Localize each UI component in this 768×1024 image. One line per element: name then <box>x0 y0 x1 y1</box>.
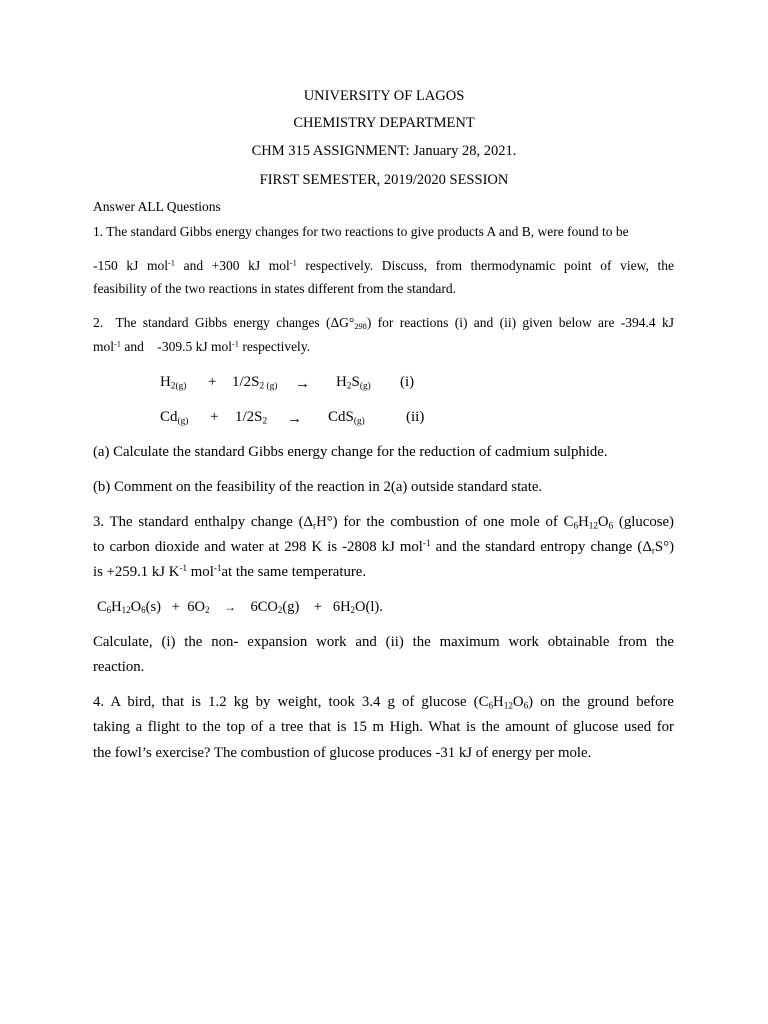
subscript: 2 <box>277 605 283 616</box>
formula: 6CO <box>250 599 278 615</box>
subscript: 2 <box>350 605 356 616</box>
q3-text: H°) for the combustion of one mole of C <box>316 514 574 530</box>
formula: S <box>351 374 360 390</box>
formula: H <box>336 374 347 390</box>
q4-text: 4. A bird, that is 1.2 kg by weight, took 3.4 g of glucose (C <box>93 694 489 710</box>
subscript: 6 <box>573 520 579 531</box>
formula: H <box>111 599 122 615</box>
reactant-2 <box>235 410 267 425</box>
q2-text: mol <box>93 339 115 354</box>
subscript: 6 <box>523 700 529 711</box>
subscript: r <box>651 545 655 556</box>
q2-text: ) for reactions (i) and (ii) given below are -394.4 kJ <box>366 315 674 330</box>
q3-text: is +259.1 kJ K <box>93 564 180 580</box>
subscript: 298 <box>354 322 367 332</box>
reactant-2 <box>232 375 277 390</box>
superscript: -1 <box>167 258 175 268</box>
question-number: 1. <box>93 224 104 239</box>
q3-text: and the standard entropy change (Δ <box>430 539 652 555</box>
product <box>336 375 371 390</box>
q2-text: respectively. <box>242 339 311 354</box>
department-title: CHEMISTRY DEPARTMENT <box>293 115 475 131</box>
q4-text: O <box>512 694 524 710</box>
question-3-equation <box>97 600 383 615</box>
q2-text: The standard Gibbs energy changes (ΔG° <box>115 315 355 330</box>
subscript: 6 <box>608 520 614 531</box>
q3-text: O <box>597 514 609 530</box>
question-2-part-b: (b) Comment on the feasibility of the reaction in 2(a) outside standard state. <box>93 479 543 495</box>
plus-sign: + <box>210 409 219 425</box>
reaction-label: (ii) <box>406 409 425 425</box>
reaction-label: (i) <box>400 374 415 390</box>
assignment-title: CHM 315 ASSIGNMENT: January 28, 2021. <box>251 143 517 159</box>
superscript: -1 <box>114 339 121 349</box>
question-3-calc-line-2: reaction. <box>93 659 145 675</box>
q1-value-1: -150 kJ mol <box>93 258 168 273</box>
formula: O <box>130 599 142 615</box>
question-3-calc-line-1: Calculate, (i) the non- expansion work and (ii) the maximum work obtainable from the <box>93 634 674 650</box>
question-number: 2. <box>93 315 104 330</box>
superscript: -1 <box>179 562 188 573</box>
q2-text: and <box>124 339 144 354</box>
question-4-line-3: the fowl’s exercise? The combustion of glucose produces -31 kJ of energy per mole. <box>93 745 592 761</box>
university-title: UNIVERSITY OF LAGOS <box>303 88 465 104</box>
formula: O(l). <box>355 599 383 615</box>
q3-text: at the same temperature. <box>221 564 367 580</box>
product <box>328 410 365 425</box>
reactant-1 <box>160 375 186 390</box>
semester-title: FIRST SEMESTER, 2019/2020 SESSION <box>259 172 509 188</box>
q3-text: H <box>578 514 589 530</box>
superscript: -1 <box>232 339 239 349</box>
subscript: 2 (g) <box>259 381 278 392</box>
question-4-line-2: taking a flight to the top of a tree that is 15 m High. What is the amount of glucose used for <box>93 719 674 735</box>
formula: C <box>97 599 107 615</box>
arrow-icon: → <box>223 600 236 614</box>
question-3-line-3 <box>93 562 367 580</box>
formula: (s) + 6O <box>145 599 205 615</box>
question-1-line-2 <box>93 259 674 273</box>
question-4-line-1 <box>93 695 674 710</box>
formula: (g) + 6H <box>282 599 351 615</box>
question-2-line-2 <box>93 340 310 354</box>
q4-text: H <box>493 694 504 710</box>
q1-value-2: and +300 kJ mol <box>183 258 290 273</box>
formula: 1/2S <box>232 374 260 390</box>
subscript: 6 <box>106 605 112 616</box>
reactant-1 <box>160 410 188 425</box>
plus-sign: + <box>208 374 217 390</box>
superscript: -1 <box>289 258 297 268</box>
superscript: -1 <box>213 562 222 573</box>
arrow-icon: → <box>287 411 302 427</box>
subscript: (g) <box>177 416 189 427</box>
q4-text: ) on the ground before <box>528 694 674 710</box>
q3-text: (glucose) <box>613 514 674 530</box>
q1-text: respectively. Discuss, from thermodynamic point of view, the <box>305 258 674 273</box>
subscript: 6 <box>141 605 146 616</box>
instructions: Answer ALL Questions <box>93 199 221 214</box>
superscript: -1 <box>422 537 431 548</box>
q1-text: The standard Gibbs energy changes for two reactions to give products A and B, were found to be <box>106 224 629 239</box>
subscript: 2 <box>262 416 268 427</box>
q3-text: to carbon dioxide and water at 298 K is -2808 kJ mol <box>93 539 423 555</box>
formula: Cd <box>160 409 178 425</box>
subscript: 12 <box>121 605 131 616</box>
question-2-line-1 <box>93 316 674 330</box>
question-1-line-3: feasibility of the two reactions in states different from the standard. <box>93 281 457 296</box>
q3-text: 3. The standard enthalpy change (Δ <box>93 514 314 530</box>
subscript: 12 <box>588 520 598 531</box>
q3-text: mol <box>187 564 214 580</box>
question-3-line-2 <box>93 537 674 556</box>
formula: CdS <box>328 409 354 425</box>
q2-text: -309.5 kJ mol <box>157 339 232 354</box>
subscript: 2 <box>346 381 352 392</box>
subscript: 2 <box>204 605 210 616</box>
arrow-icon: → <box>295 376 310 392</box>
subscript: 2(g) <box>170 381 187 392</box>
formula: H <box>160 374 171 390</box>
question-3-line-1 <box>93 515 674 530</box>
subscript: (g) <box>359 381 371 392</box>
question-1-line-1 <box>93 225 629 239</box>
question-2-part-a: (a) Calculate the standard Gibbs energy change for the reduction of cadmium sulphide. <box>93 444 608 460</box>
subscript: (g) <box>353 416 365 427</box>
subscript: r <box>313 520 317 531</box>
q3-text: S°) <box>654 539 674 555</box>
subscript: 6 <box>488 700 494 711</box>
subscript: 12 <box>503 700 513 711</box>
formula: 1/2S <box>235 409 263 425</box>
